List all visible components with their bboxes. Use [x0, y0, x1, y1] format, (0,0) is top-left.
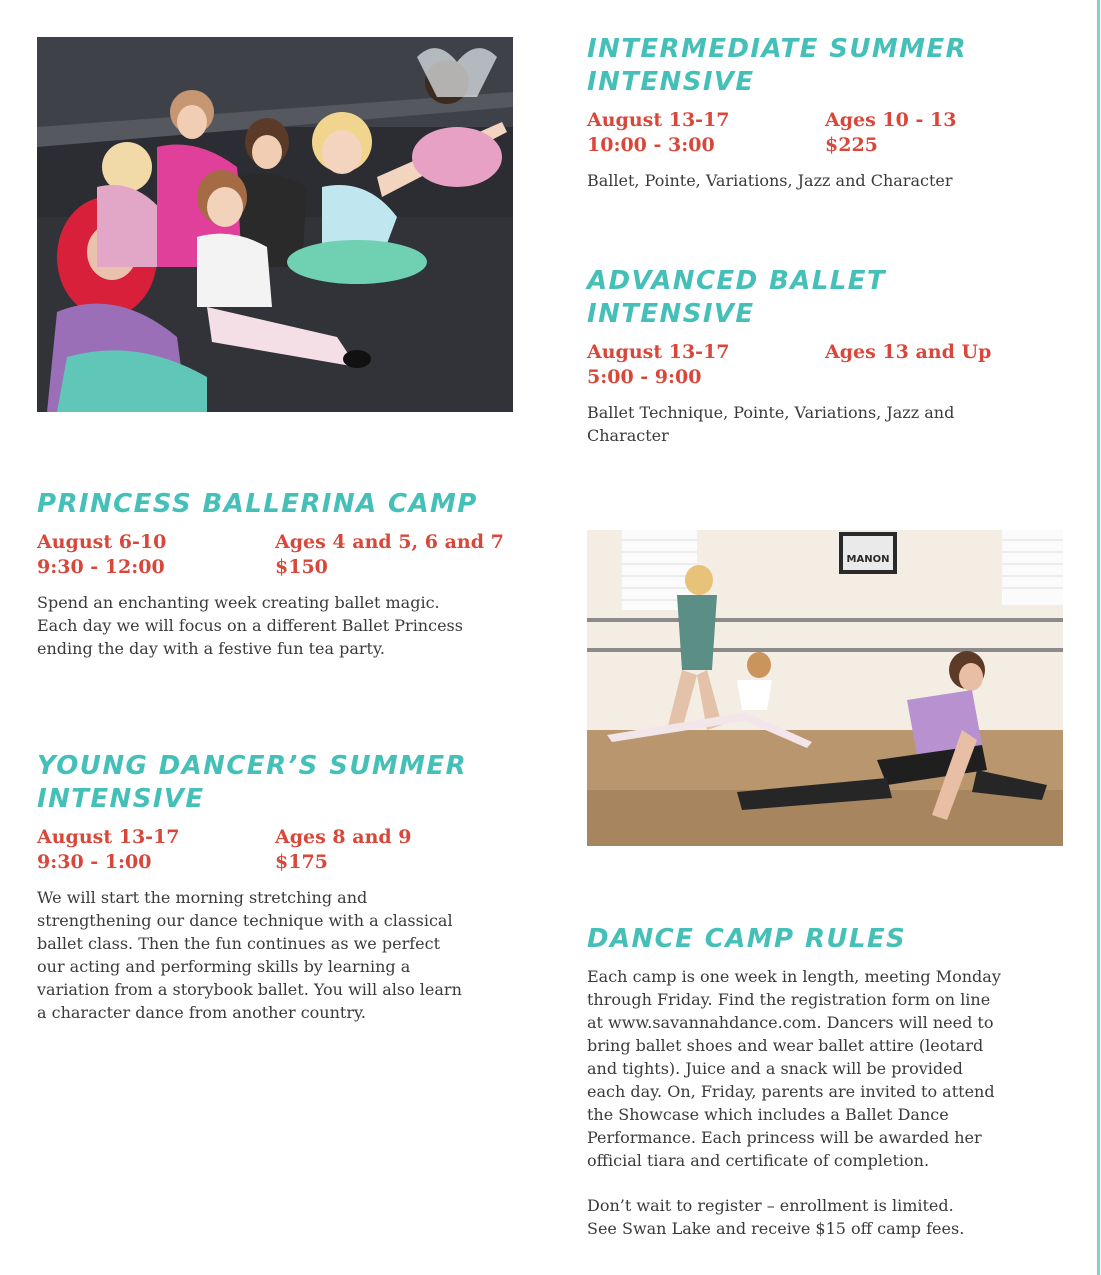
page-edge-line [1097, 0, 1100, 1275]
rules-body-line: official tiara and certificate of completion. [587, 1151, 930, 1170]
rules-footer-line: See Swan Lake and receive $15 off camp fees. [587, 1219, 965, 1238]
intermediate-time: 10:00 - 3:00 [587, 134, 715, 156]
rules-body-line: Each camp is one week in length, meeting Monday [587, 967, 1001, 986]
rules-body-line: and tights). Juice and a snack will be provided [587, 1059, 963, 1078]
advanced-time: 5:00 - 9:00 [587, 366, 702, 388]
rules-body [587, 965, 1001, 1172]
advanced-ages: Ages 13 and Up [825, 341, 992, 363]
rules-body-line: the Showcase which includes a Ballet Dance [587, 1105, 949, 1124]
princess-description [37, 591, 463, 660]
rules-body-line: through Friday. Find the registration form on line [587, 990, 991, 1009]
young-description-line: ballet class. Then the fun continues as we perfect [37, 934, 440, 953]
young-ages: Ages 8 and 9 [275, 826, 412, 848]
intermediate-price: $225 [825, 134, 878, 156]
princess-title: PRINCESS BALLERINA CAMP [37, 489, 478, 519]
studio-sign-text: MANON [846, 554, 890, 565]
young-description-line: strengthening our dance technique with a classical [37, 911, 453, 930]
advanced-date: August 13-17 [587, 341, 730, 363]
rules-footer-line: Don’t wait to register – enrollment is limited. [587, 1196, 954, 1215]
young-title-line2: INTENSIVE [37, 784, 205, 814]
advanced-title-line1: ADVANCED BALLET [587, 266, 886, 296]
advanced-description-line: Ballet Technique, Pointe, Variations, Jazz and [587, 403, 955, 422]
advanced-title [587, 265, 886, 331]
young-time: 9:30 - 1:00 [37, 851, 152, 873]
rules-body-line: each day. On, Friday, parents are invited to attend [587, 1082, 995, 1101]
intermediate-date: August 13-17 [587, 109, 730, 131]
princess-date: August 6-10 [37, 531, 167, 553]
princess-ages: Ages 4 and 5, 6 and 7 [275, 531, 504, 553]
princess-description-line: Spend an enchanting week creating ballet magic. [37, 593, 440, 612]
intermediate-title-line2: INTENSIVE [587, 67, 755, 97]
young-description [37, 886, 462, 1024]
intermediate-description [587, 169, 953, 192]
advanced-title-line2: INTENSIVE [587, 299, 755, 329]
photo-dancers-stretching [587, 530, 1063, 846]
young-description-line: We will start the morning stretching and [37, 888, 368, 907]
young-description-line: a character dance from another country. [37, 1003, 366, 1022]
princess-time: 9:30 - 12:00 [37, 556, 165, 578]
rules-title: DANCE CAMP RULES [587, 924, 907, 954]
young-title [37, 750, 467, 816]
intermediate-ages: Ages 10 - 13 [825, 109, 957, 131]
young-date: August 13-17 [37, 826, 180, 848]
intermediate-description-text: Ballet, Pointe, Variations, Jazz and Character [587, 171, 953, 190]
rules-footer [587, 1194, 964, 1240]
princess-price: $150 [275, 556, 328, 578]
rules-body-line: Performance. Each princess will be awarded her [587, 1128, 982, 1147]
princess-description-line: ending the day with a festive fun tea party. [37, 639, 385, 658]
princess-description-line: Each day we will focus on a different Ballet Princess [37, 616, 463, 635]
advanced-description [587, 401, 954, 447]
intermediate-title [587, 33, 967, 99]
rules-body-line: at www.savannahdance.com. Dancers will need to [587, 1013, 994, 1032]
rules-body-line: bring ballet shoes and wear ballet attire (leotard [587, 1036, 984, 1055]
advanced-description-line: Character [587, 426, 669, 445]
young-description-line: variation from a storybook ballet. You will also learn [37, 980, 462, 999]
photo-young-dancers [37, 37, 513, 412]
young-description-line: our acting and performing skills by learning a [37, 957, 411, 976]
young-price: $175 [275, 851, 328, 873]
intermediate-title-line1: INTERMEDIATE SUMMER [587, 34, 967, 64]
young-title-line1: YOUNG DANCER’S SUMMER [37, 751, 468, 781]
